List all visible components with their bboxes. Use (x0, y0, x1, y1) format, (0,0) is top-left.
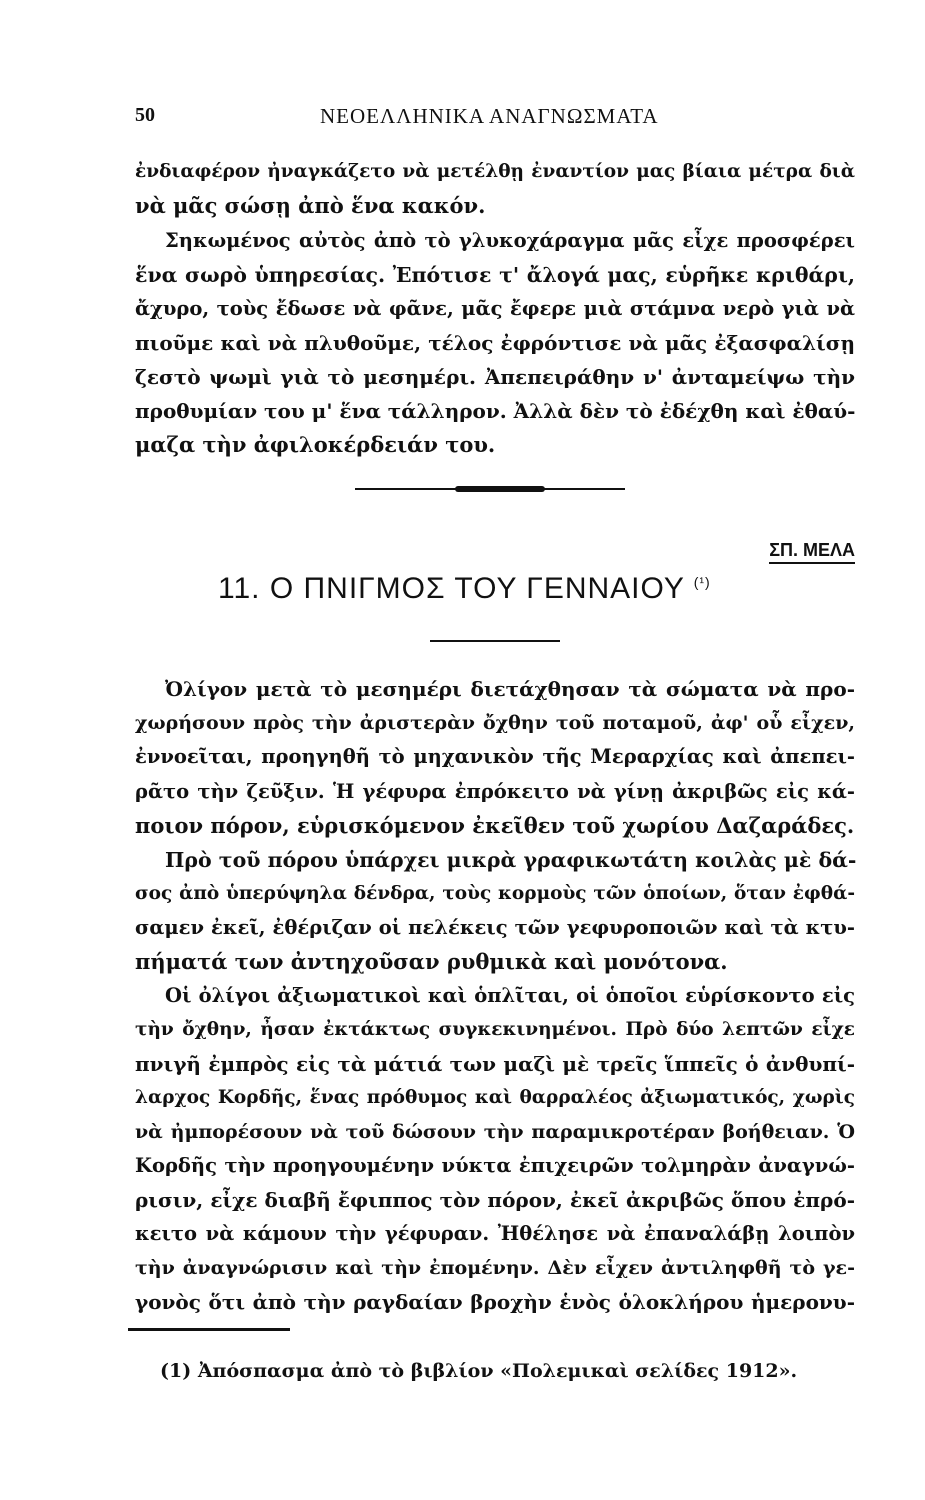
chapter-heading (218, 572, 711, 606)
text-line: Ὀλίγον μετὰ τὸ μεσημέρι διετάχθησαν τὰ σώματα νὰ προ- (165, 677, 855, 701)
text-line: ἐννοεῖται, προηγηθῆ τὸ μηχανικὸν τῆς Μεραρχίας καὶ ἀπεπει- (135, 745, 855, 768)
text-line: σος ἀπὸ ὑπερύψηλα δένδρα, τοὺς κορμοὺς τῶν ὁποίων, ὅταν ἐφθά- (135, 883, 855, 904)
text-line: τὴν ἀναγνώρισιν καὶ τὴν ἐπομένην. Δὲν εἶχεν ἀντιληφθῆ τὸ γε- (135, 1257, 855, 1279)
text-line: κειτο νὰ κάμουν τὴν γέφυραν. Ἠθέλησε νὰ ἐπαναλάβῃ λοιπὸν (135, 1222, 855, 1245)
page-number: 50 (135, 104, 155, 126)
footnote-rule (128, 1328, 290, 1331)
text-line: ρᾶτο τὴν ζεῦξιν. Ἡ γέφυρα ἐπρόκειτο νὰ γίνῃ ἀκριβῶς εἰς κά- (135, 780, 855, 803)
text-line: πιοῦμε καὶ νὰ πλυθοῦμε, τέλος ἐφρόντισε νὰ μᾶς ἐξασφαλίσῃ (135, 331, 855, 355)
text-line: νὰ ἠμπορέσουν νὰ τοῦ δώσουν τὴν παραμικροτέραν βοήθειαν. Ὁ (135, 1121, 855, 1143)
title-rule (430, 640, 560, 642)
chapter-number: 11. (218, 572, 261, 605)
text-line: Σηκωμένος αὐτὸς ἀπὸ τὸ γλυκοχάραγμα μᾶς εἶχε προσφέρει (165, 229, 855, 252)
text-line: Πρὸ τοῦ πόρου ὑπάρχει μικρὰ γραφικωτάτη κοιλὰς μὲ δά- (165, 848, 857, 872)
text-line: Οἱ ὀλίγοι ἀξιωματικοὶ καὶ ὁπλῖται, οἱ ὁποῖοι εὑρίσκοντο εἰς (165, 984, 855, 1007)
text-line: ζεστὸ ψωμὶ γιὰ τὸ μεσημέρι. Ἀπεπειράθην ν' ἀνταμείψω τὴν (135, 365, 855, 389)
text-line: ἐνδιαφέρον ἠναγκάζετο νὰ μετέλθῃ ἐναντίον μας βίαια μέτρα διὰ (135, 161, 855, 182)
text-line: τὴν ὄχθην, ἦσαν ἐκτάκτως συγκεκινημένοι. Πρὸ δύο λεπτῶν εἶχε (135, 1019, 855, 1040)
text-line: σαμεν ἐκεῖ, ἐθέριζαν οἱ πελέκεις τῶν γεφυροποιῶν καὶ τὰ κτυ- (135, 916, 855, 939)
text-line: προθυμίαν του μ' ἕνα τάλληρον. Ἀλλὰ δὲν τὸ ἐδέχθη καὶ ἐθαύ- (135, 399, 856, 423)
section-ornament (355, 485, 625, 493)
text-line: γονὸς ὅτι ἀπὸ τὴν ραγδαίαν βροχὴν ἑνὸς ὁλοκλήρου ἡμερονυ- (135, 1290, 855, 1314)
text-line: Κορδῆς τὴν προηγουμένην νύκτα ἐπιχειρῶν τολμηρὰν ἀναγνώ- (135, 1154, 855, 1177)
text-line: ποιον πόρον, εὑρισκόμενον ἐκεῖθεν τοῦ χωρίου Δαζαράδες. (135, 813, 855, 838)
author-name: ΣΠ. ΜΕΛΑ (769, 540, 855, 564)
text-line: μαζα τὴν ἀφιλοκέρδειάν του. (135, 432, 496, 457)
text-line: νὰ μᾶς σώσῃ ἀπὸ ἕνα κακόν. (135, 193, 486, 218)
footnote-reference: (¹) (693, 574, 711, 590)
running-head: ΝΕΟΕΛΛΗΝΙΚΑ ΑΝΑΓΝΩΣΜΑΤΑ (320, 104, 659, 128)
chapter-title: Ο ΠΝΙΓΜΟΣ ΤΟΥ ΓΕΝΝΑΙΟΥ (269, 572, 685, 605)
text-line: χωρήσουν πρὸς τὴν ἀριστερὰν ὄχθην τοῦ ποταμοῦ, ἀφ' οὗ εἶχεν, (135, 712, 855, 734)
text-line: ρισιν, εἶχε διαβῆ ἔφιππος τὸν πόρον, ἐκεῖ ἀκριβῶς ὅπου ἐπρό- (135, 1188, 855, 1212)
text-line: πήματά των ἀντηχοῦσαν ρυθμικὰ καὶ μονότονα. (135, 949, 728, 974)
footnote: (1) Ἀπόσπασμα ἀπὸ τὸ βιβλίον «Πολεμικαὶ σελίδες 1912». (160, 1360, 798, 1382)
text-line: πνιγῆ ἐμπρὸς εἰς τὰ μάτιά των μαζὶ μὲ τρεῖς ἵππεῖς ὁ ἀνθυπί- (135, 1052, 855, 1076)
text-line: ἕνα σωρὸ ὑπηρεσίας. Ἐπότισε τ' ἄλογά μας, εὑρῆκε κριθάρι, (135, 263, 855, 287)
text-line: ἄχυρο, τοὺς ἔδωσε νὰ φᾶνε, μᾶς ἔφερε μιὰ στάμνα νερὸ γιὰ νὰ (135, 297, 855, 320)
text-line: λαρχος Κορδῆς, ἕνας πρόθυμος καὶ θαρραλέος ἀξιωματικός, χωρὶς (135, 1087, 855, 1108)
